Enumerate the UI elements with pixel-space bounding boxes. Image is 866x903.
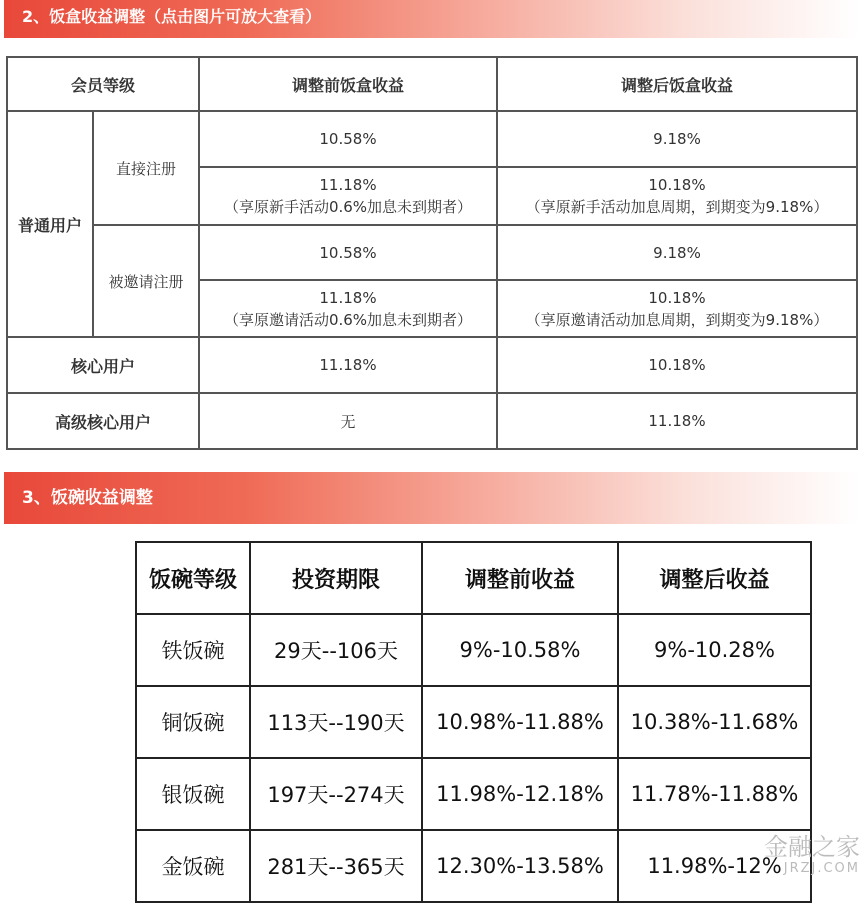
direct-b-after — [497, 167, 857, 225]
section3-title: 3、饭碗收益调整 — [22, 488, 153, 508]
normal-user-cell: 普通用户 — [7, 111, 93, 337]
invite-b-before-note: （享原邀请活动0.6%加息未到期者） — [223, 310, 473, 329]
header-before-yield: 调整前收益 — [422, 542, 618, 614]
table-row — [7, 225, 857, 280]
invite-b-after-note: （享原邀请活动加息周期，到期变为9.18%） — [525, 310, 829, 329]
bowl-before: 10.98%-11.88% — [422, 686, 618, 758]
fanhe-yield-table — [6, 56, 858, 450]
bowl-level: 铜饭碗 — [136, 686, 250, 758]
table-row — [136, 614, 811, 686]
bowl-before: 9%-10.58% — [422, 614, 618, 686]
invite-b-before-value: 11.18% — [319, 288, 377, 307]
invite-a-after: 9.18% — [497, 225, 857, 280]
invite-register-cell: 被邀请注册 — [93, 225, 199, 337]
senior-core-user-cell: 高级核心用户 — [7, 393, 199, 449]
direct-b-after-value: 10.18% — [648, 176, 706, 194]
bowl-level: 铁饭碗 — [136, 614, 250, 686]
bowl-term: 113天--190天 — [250, 686, 422, 758]
invite-a-before: 10.58% — [199, 225, 497, 280]
section2-note: （点击图片可放大查看） — [145, 7, 322, 26]
section3-banner — [4, 472, 859, 524]
direct-a-after: 9.18% — [497, 111, 857, 167]
bowl-level: 银饭碗 — [136, 758, 250, 830]
header-member-level: 会员等级 — [7, 57, 199, 111]
core-user-cell: 核心用户 — [7, 337, 199, 393]
bowl-term: 281天--365天 — [250, 830, 422, 902]
table-row — [7, 337, 857, 393]
invite-b-after — [497, 280, 857, 337]
bowl-after: 10.38%-11.68% — [618, 686, 811, 758]
header-before: 调整前饭盒收益 — [199, 57, 497, 111]
bowl-term: 197天--274天 — [250, 758, 422, 830]
bowl-after: 11.98%-12% — [618, 830, 811, 902]
core-before: 11.18% — [199, 337, 497, 393]
bowl-after: 11.78%-11.88% — [618, 758, 811, 830]
fanwan-yield-table — [135, 541, 812, 903]
table-row — [136, 830, 811, 902]
table-header-row — [7, 57, 857, 111]
watermark — [764, 833, 860, 880]
direct-b-before — [199, 167, 497, 225]
direct-b-before-note: （享原新手活动0.6%加息未到期者） — [223, 198, 473, 216]
invite-b-before — [199, 280, 497, 337]
direct-register-cell: 直接注册 — [93, 111, 199, 225]
table-row — [136, 758, 811, 830]
table-row — [7, 111, 857, 167]
header-after-yield: 调整后收益 — [618, 542, 811, 614]
table-row — [7, 393, 857, 449]
section2-title: 2、饭盒收益调整 — [22, 7, 146, 26]
bowl-before: 11.98%-12.18% — [422, 758, 618, 830]
bowl-term: 29天--106天 — [250, 614, 422, 686]
table-row — [136, 686, 811, 758]
watermark-domain: JRZJ.COM — [783, 861, 860, 876]
header-bowl-level: 饭碗等级 — [136, 542, 250, 614]
direct-b-after-note: （享原新手活动加息周期，到期变为9.18%） — [525, 198, 829, 216]
section2-banner — [4, 0, 859, 38]
bowl-level: 金饭碗 — [136, 830, 250, 902]
invite-b-after-value: 10.18% — [648, 288, 706, 307]
bowl-after: 9%-10.28% — [618, 614, 811, 686]
header-after: 调整后饭盒收益 — [497, 57, 857, 111]
header-term: 投资期限 — [250, 542, 422, 614]
direct-b-before-value: 11.18% — [319, 176, 377, 194]
direct-a-before: 10.58% — [199, 111, 497, 167]
table-header-row — [136, 542, 811, 614]
senior-core-after: 11.18% — [497, 393, 857, 449]
bowl-before: 12.30%-13.58% — [422, 830, 618, 902]
core-after: 10.18% — [497, 337, 857, 393]
senior-core-before: 无 — [199, 393, 497, 449]
watermark-text: 金融之家 — [764, 833, 860, 861]
